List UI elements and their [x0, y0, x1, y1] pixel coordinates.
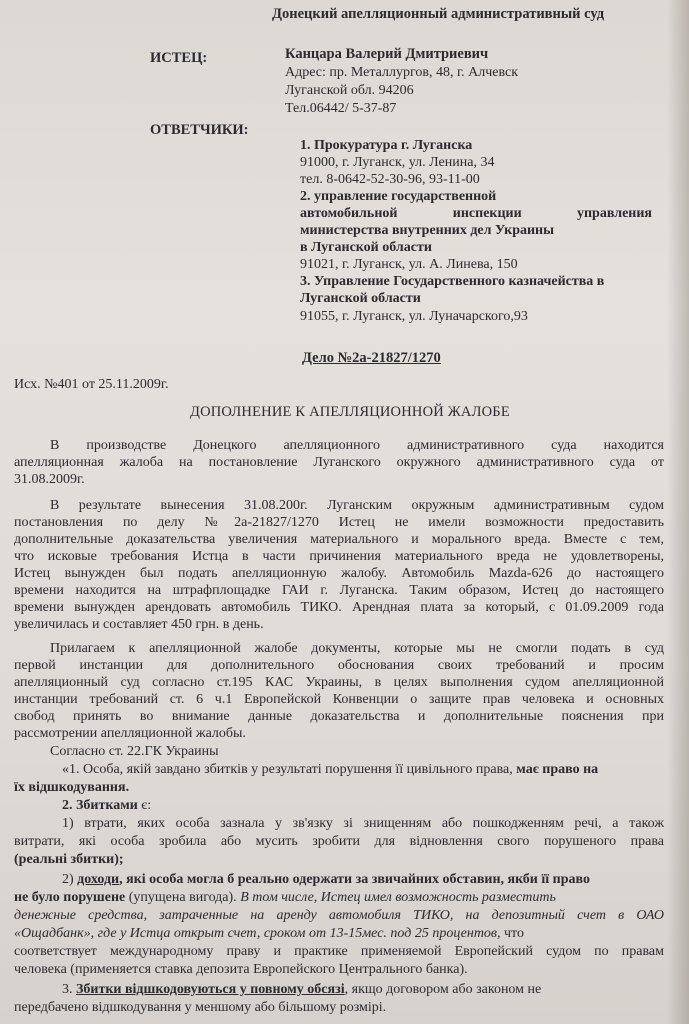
- paragraph-2-line-3: дополнительные доказательства увеличения материального и морального вреда. Вместе с тем,: [14, 532, 664, 547]
- case-number: Дело №2а-21827/1270: [302, 350, 441, 366]
- paragraph-4-line-1: Согласно ст. 22.ГК Украины: [50, 744, 219, 759]
- paragraph-3-line-1: Прилагаем к апелляционной жалобе документы, которые мы не смогли подать в суд: [50, 641, 664, 656]
- defendant-2-name-1: 2. управление государственной: [300, 189, 497, 204]
- quote-4-italic-2: «Ощадбанк», где у Истца открыт счет, сроком от 13-15мес. под 25 процентов,: [14, 926, 501, 941]
- paragraph-2-line-5: Истец вынужден был подать апелляционную жалобу. Автомобиль Mazda-626 до настоящего: [14, 566, 664, 581]
- defendant-3-name-1: 3. Управление Государственного казначейства в: [300, 274, 605, 289]
- plaintiff-name: Канцара Валерий Дмитриевич: [285, 46, 489, 62]
- plaintiff-label: ИСТЕЦ:: [150, 50, 208, 66]
- quote-4-line-2: [14, 889, 556, 906]
- quote-4-income: доходи: [77, 872, 120, 887]
- defendant-1-phone: тел. 8-0642-52-30-96, 93-11-00: [300, 172, 480, 187]
- paragraph-3-line-4: инстанции требований ст. 6 ч.1 Европейской Конвенции о защите прав человека и основных: [14, 692, 664, 707]
- quote-1-text: «1. Особа, якій завдано збитків у результаті порушення її цивільного права,: [62, 762, 517, 777]
- paragraph-2-line-6: времени находится на штрафплощадке ГАИ г. Луганска. Таким образом, Истец до настоящего: [14, 583, 664, 598]
- paragraph-3-line-2: первой инстанции для дополнительного обоснования своих требований и просим: [14, 658, 664, 673]
- quote-4-line-6: человека (применяется ставка депозита Европейского Центрального банка).: [14, 962, 468, 977]
- paragraph-2-line-4: что исковые требования Истца в части причинения материального вреда не удовлетворены,: [14, 549, 664, 564]
- quote-3-line-3: (реальні збитки);: [14, 852, 124, 867]
- quote-4-not-violated: не було порушене: [14, 890, 126, 905]
- paragraph-3-line-6: рассмотрении апелляционной жалобы.: [14, 726, 246, 741]
- quote-1-line-1: [62, 761, 598, 778]
- quote-4-num: 2): [62, 872, 78, 887]
- defendant-1-name: 1. Прокуратура г. Луганска: [300, 138, 473, 153]
- defendant-2-address: 91021, г. Луганск, ул. А. Линева, 150: [300, 257, 518, 272]
- defendants-label: ОТВЕТЧИКИ:: [150, 122, 249, 138]
- court-name: Донецкий апелляционный административный суд: [272, 6, 605, 22]
- quote-4-lost-profit: (упущена вигода).: [125, 890, 241, 905]
- quote-2-text: є:: [137, 798, 152, 813]
- quote-5-line-2: передбачено відшкодування у меншому або більшому розмірі.: [14, 1000, 387, 1015]
- paragraph-2-line-2: постановления по делу №2а-21827/1270 Истец не имели возможности предоставить: [14, 515, 664, 530]
- quote-5-text: , якщо договором або законом не: [344, 982, 542, 997]
- quote-1-line-2: їх відшкодування.: [14, 780, 130, 795]
- plaintiff-phone: Тел.06442/ 5-37-87: [285, 101, 397, 116]
- outgoing-number: Исх. №401 от 25.11.2009г.: [14, 377, 169, 392]
- plaintiff-address-1: Адрес: пр. Металлургов, 48, г. Алчевск: [285, 65, 519, 80]
- defendant-2-name-4: в Луганской области: [300, 240, 432, 255]
- defendant-2-name-3: министерства внутренних дел Украины: [300, 223, 555, 238]
- paragraph-1-line-2: апелляционная жалоба на постановление Луганского окружного административного суда от: [14, 455, 664, 470]
- quote-5-num: 3.: [62, 982, 76, 997]
- defendant-3-address: 91055, г. Луганск, ул. Луначарского,93: [300, 309, 528, 324]
- quote-2-bold: 2. Збитками: [62, 798, 138, 813]
- paragraph-2-line-8: увеличилась и составляет 450 грн. в день.: [14, 617, 264, 632]
- document-title: ДОПОЛНЕНИЕ К АПЕЛЛЯЦИОННОЙ ЖАЛОБЕ: [190, 404, 510, 420]
- quote-3-line-2: витрати, які особа зробила або мусить зробити для відновлення свого порушеного права: [14, 834, 664, 849]
- defendant-2-name-2: автомобильной инспекции управления: [300, 206, 652, 221]
- paragraph-3-line-5: свобод принять во внимание данные доказательства и дополнительные пояснения при: [14, 709, 664, 724]
- defendant-3-name-2: Луганской области: [300, 291, 421, 306]
- quote-4-line-4: [14, 925, 524, 942]
- paragraph-3-line-3: апелляционный суд согласно ст.195 КАС Украины, в целях выполнения судом апелляционной: [14, 675, 664, 690]
- quote-5-line-1: [62, 981, 541, 998]
- quote-1-bold: має право на: [516, 762, 599, 777]
- quote-4-line-5: соответствует международному праву и практике применяемой Европейский судом по правам: [14, 944, 664, 959]
- quote-5-bold: Збитки відшкодовуються у повному обсязі: [76, 982, 345, 997]
- quote-4-italic-1: В том числе, Истец имел возможность разместить: [240, 890, 556, 905]
- paragraph-2-line-1: В результате вынесения 31.08.200г. Луганским окружным административным судом: [50, 498, 664, 513]
- quote-4-bold: , які особа могла б реально одержати за звичайних обставин, якби її право: [119, 872, 590, 887]
- paragraph-2-line-7: времени вынужден арендовать автомобиль ТИКО. Арендная плата за который, с 01.09.2009 года: [14, 600, 664, 615]
- plaintiff-address-2: Луганской обл. 94206: [285, 83, 414, 98]
- quote-4-line-1: [62, 871, 590, 888]
- quote-4-line-3: денежные средства, затраченные на аренду автомобиля ТИКО, на депозитный счет в ОАО: [14, 908, 664, 923]
- paragraph-1-line-1: В производстве Донецкого апелляционного административного суда находится: [50, 438, 664, 453]
- paragraph-1-line-3: 31.08.2009г.: [14, 472, 85, 487]
- quote-4-that: что: [500, 926, 524, 941]
- page-edge-shadow: [667, 0, 689, 1024]
- defendant-1-address: 91000, г. Луганск, ул. Ленина, 34: [300, 155, 495, 170]
- quote-3-line-1: 1) втрати, яких особа зазнала у зв'язку зі знищенням або пошкодженням речі, а також: [62, 816, 664, 831]
- quote-2-line-1: [62, 797, 151, 814]
